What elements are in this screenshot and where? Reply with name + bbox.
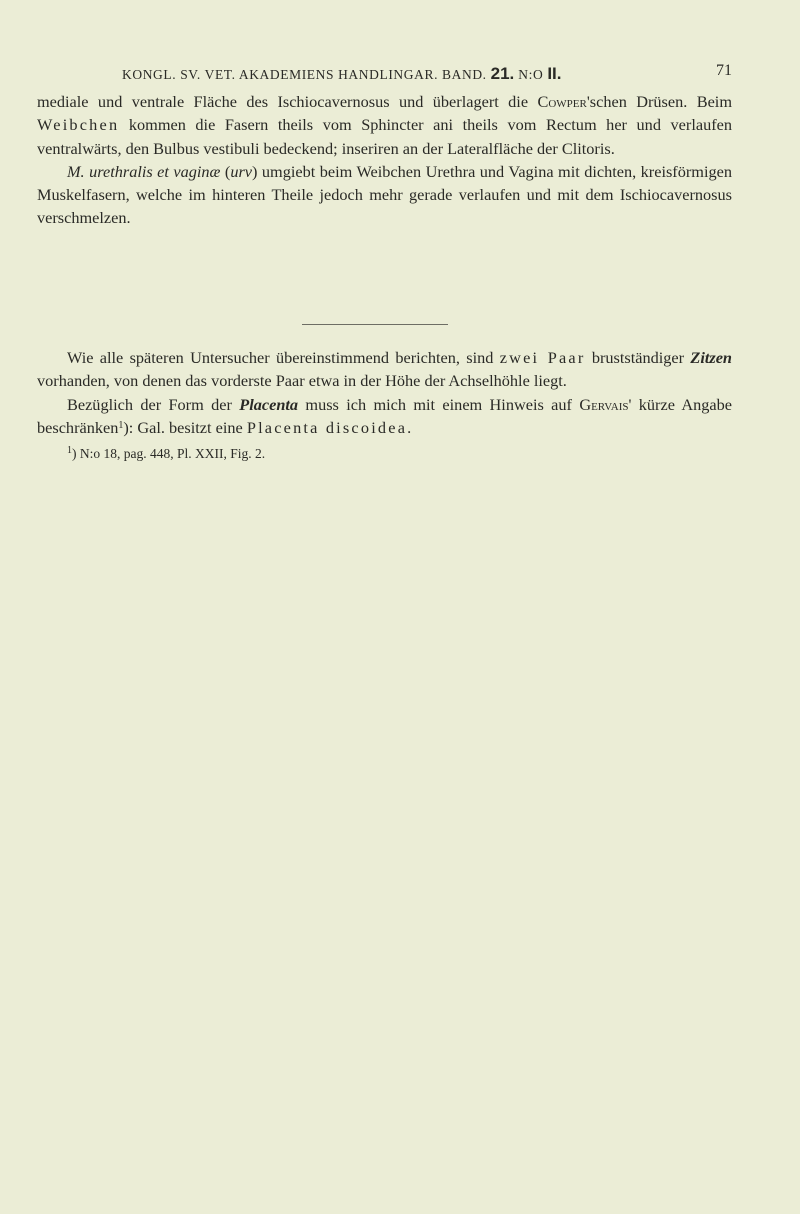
paragraph-1-text-b: 'schen Drüsen. Beim [586, 92, 732, 111]
paragraph-4-text-b: muss ich mich mit einem Hinweis auf [305, 394, 572, 414]
paragraph-4-end: . [407, 417, 412, 437]
text-block-bottom [37, 346, 732, 439]
author-name-cowper: Cowper [537, 92, 587, 111]
paragraph-1 [37, 90, 732, 160]
paragraph-4-text-c: ' kürze Angabe beschränken [37, 394, 733, 437]
spaced-term-weibchen: Weibchen [37, 115, 120, 135]
text-block-top [37, 90, 732, 230]
paragraph-1-text-a: mediale und ventrale Fläche des Ischiocavernosus und überlagert die [37, 92, 529, 111]
muscle-name: M. urethralis et vaginæ [67, 161, 221, 181]
paragraph-1-text-c: kommen die Fasern theils vom Sphincter ani theils vom Rectum her und verlaufen ventralwärts, den Bulbus vestibuli bedeckend; inseriren an der Lateralfläche der Clitoris. [37, 115, 732, 158]
spaced-term-placenta-discoidea: Placenta discoidea [246, 417, 408, 437]
paragraph-3-text-b: brustständiger [591, 348, 685, 367]
paragraph-4-text-d: ): Gal. besitzt eine [123, 417, 243, 437]
nr-label: N:O [518, 67, 544, 82]
paragraph-3 [37, 346, 732, 393]
footnote [67, 445, 265, 463]
footnote-text: ) N:o 18, pag. 448, Pl. XXII, Fig. 2. [72, 446, 266, 461]
page-header [70, 60, 732, 86]
band-number: 21. [490, 64, 515, 83]
paragraph-4-text-a: Bezüglich der Form der [67, 394, 232, 414]
paragraph-2: M. urethralis et vaginæ (urv) umgiebt beim Weibchen Urethra und Vagina mit dichten, kreisförmigen Muskelfasern, welche im hinteren Theile jedoch mehr gerade verlaufen und mit dem Ischiocavernosus verschmelzen. [37, 161, 732, 228]
paragraph-2-text: umgiebt beim Weibchen Urethra und Vagina mit dichten, kreisförmigen Muskelfasern, welche im hinteren Theile jedoch mehr gerade verlaufen und mit dem Ischiocavernosus verschmelzen. [37, 161, 732, 228]
term-zitzen: Zitzen [690, 348, 732, 367]
section-divider [302, 324, 448, 325]
paragraph-3-text-a: Wie alle späteren Untersucher übereinstimmend berichten, sind [67, 348, 494, 367]
spaced-term-zwei-paar: zwei Paar [499, 348, 586, 367]
page-number: 71 [716, 62, 732, 79]
running-head [122, 64, 561, 84]
muscle-abbreviation: urv [230, 161, 253, 181]
nr-number: II. [547, 64, 562, 83]
paragraph-4 [37, 393, 732, 440]
term-placenta: Placenta [239, 394, 299, 414]
footnote-reference[interactable]: 1 [118, 419, 124, 431]
paragraph-3-text-c: vorhanden, von denen das vorderste Paar etwa in der Höhe der Achselhöhle liegt. [37, 371, 567, 391]
running-head-prefix: KONGL. SV. VET. AKADEMIENS HANDLINGAR. BAND. [122, 67, 487, 82]
author-name-gervais: Gervais [579, 394, 629, 414]
footnote-mark: 1 [67, 445, 72, 456]
